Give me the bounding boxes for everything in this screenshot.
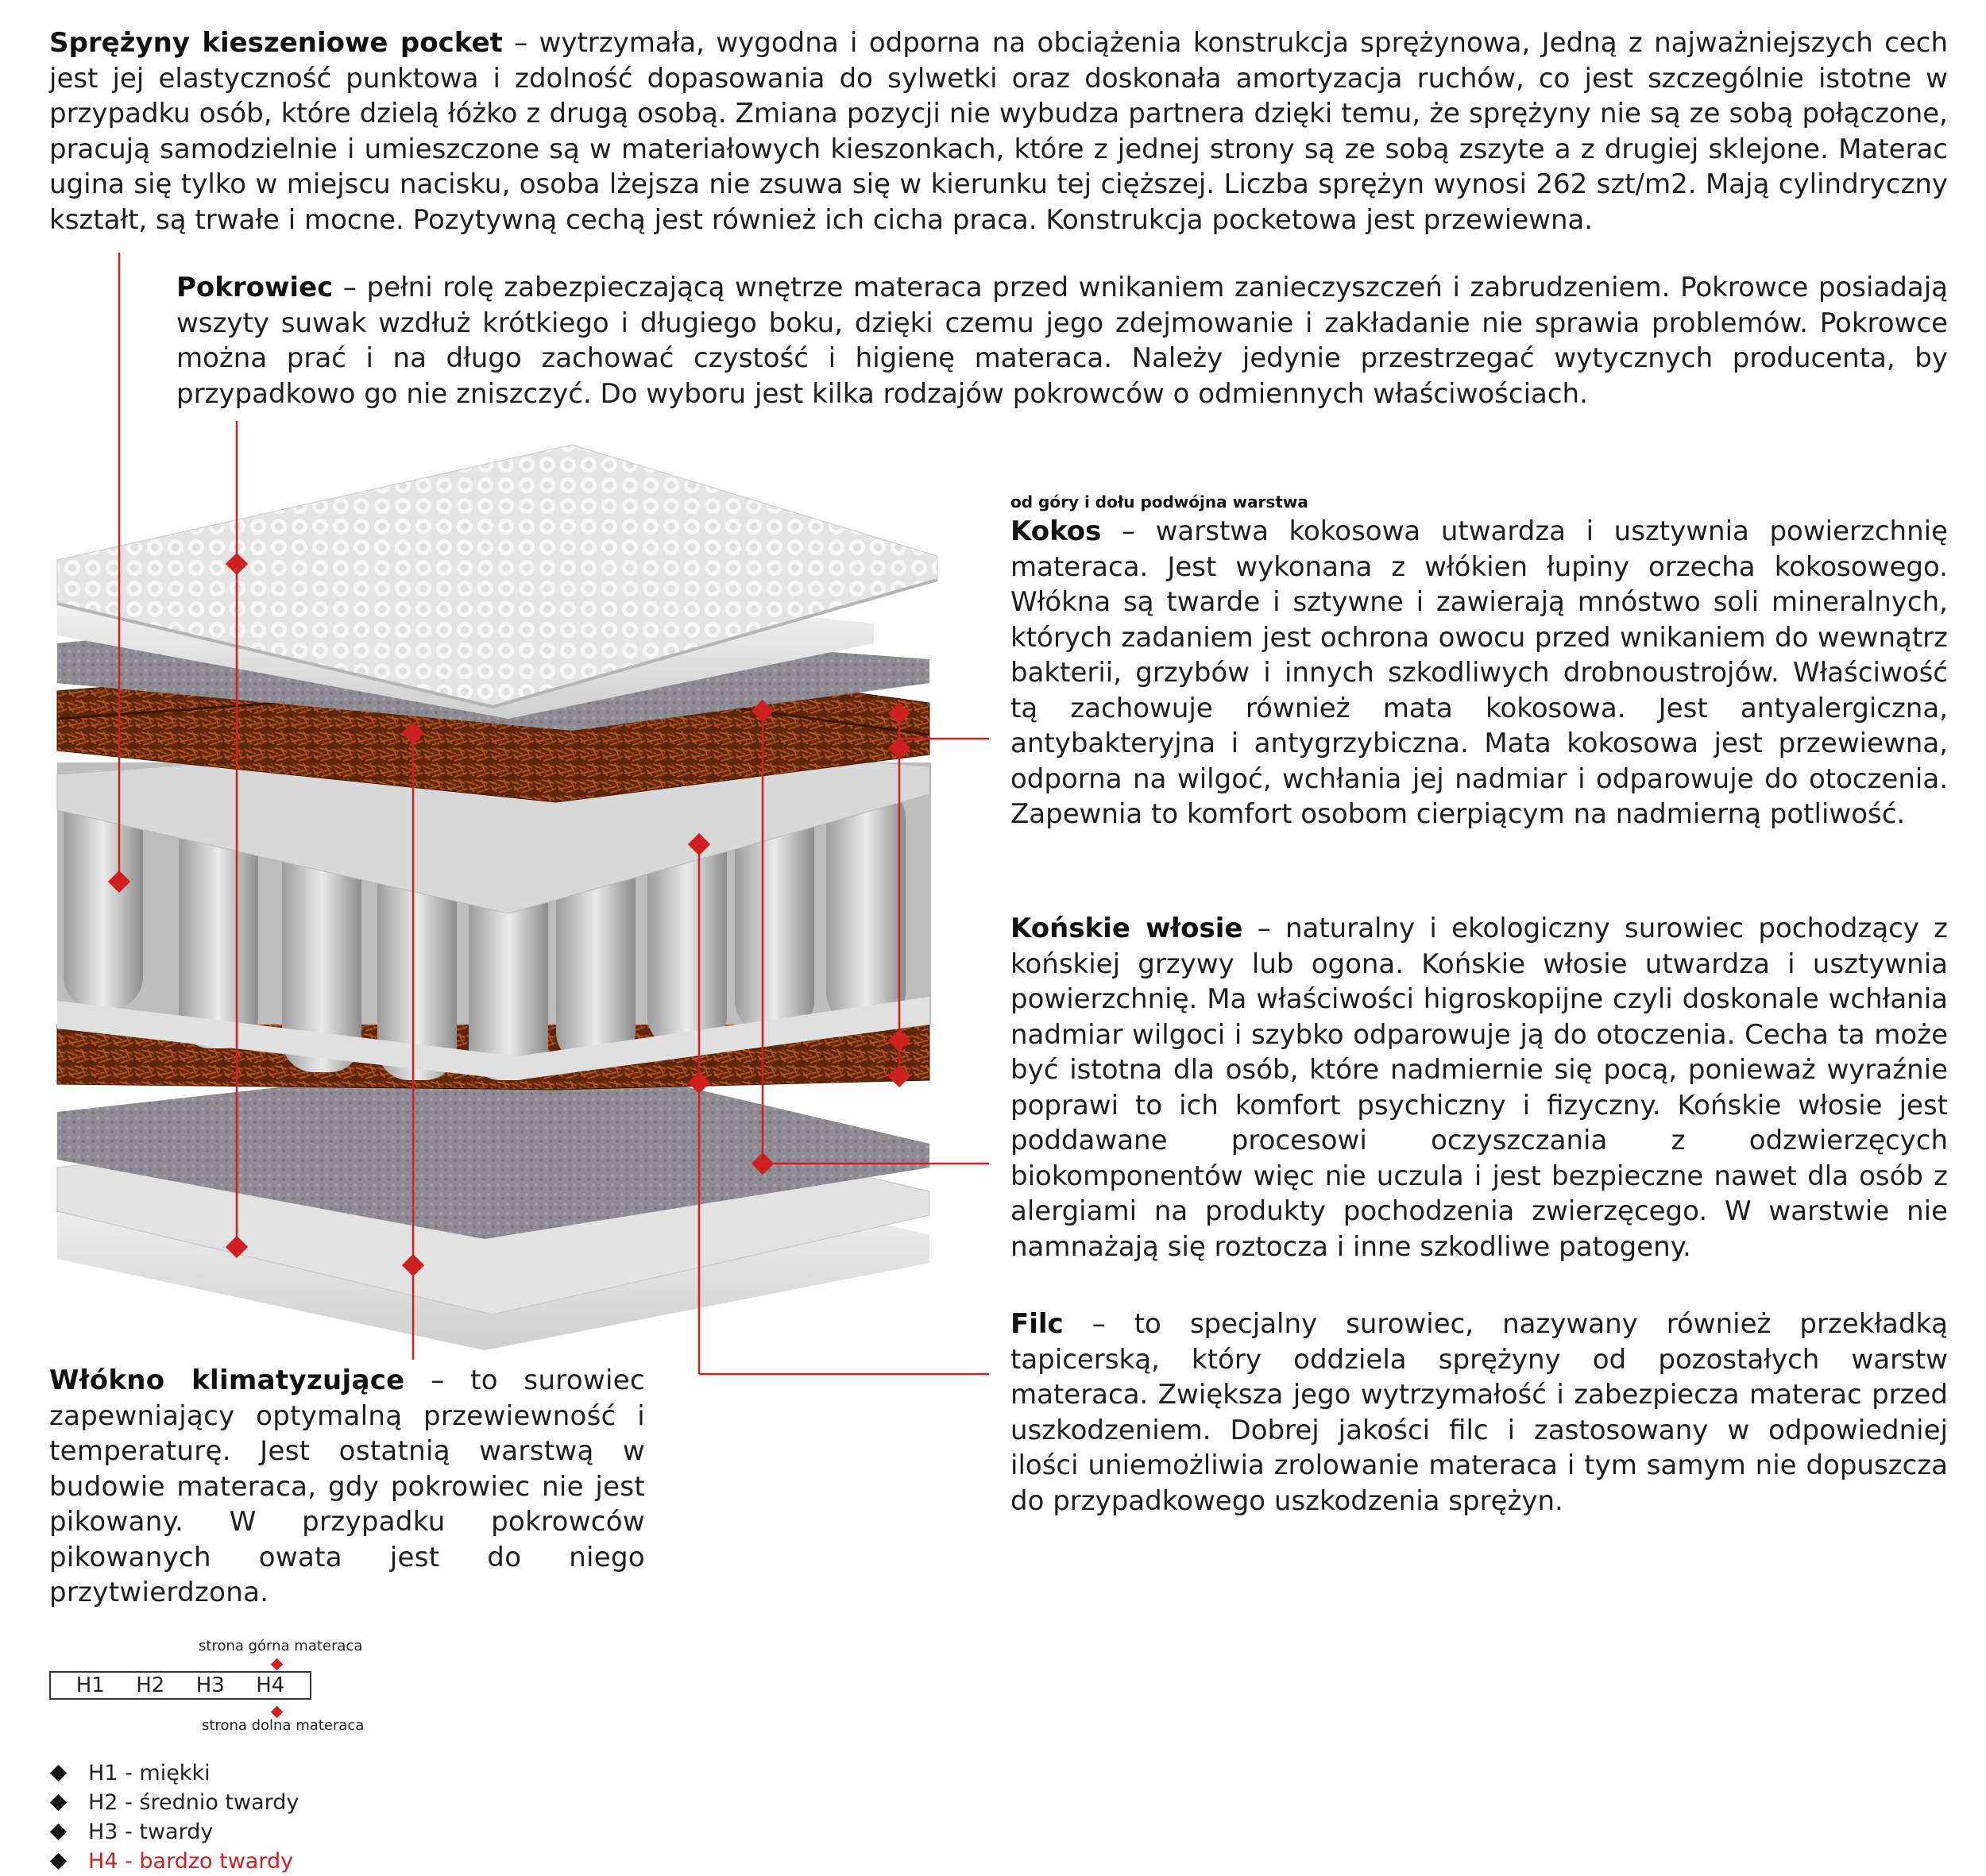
climate-fiber-heading: Włókno klimatyzujące (49, 1365, 405, 1396)
diamond-bullet-icon (50, 1853, 67, 1870)
legend-item (49, 1817, 299, 1847)
legend-item (49, 1758, 299, 1788)
hardness-level-h2: H2 (136, 1673, 165, 1697)
cover-description (176, 270, 1948, 411)
coconut-heading: Kokos (1010, 515, 1102, 547)
coconut-text: – warstwa kokosowa utwardza i usztywnia powierzchnię materaca. Jest wykonana z włókien łupiny orzecha kokosowego. Włókna są twarde i sztywne i zawierają mnóstwo soli mineralnych, których zadaniem jest ochrona owocu przed wnikaniem do wewnątrz bakterii, grzybów i innych szkodliwych drobnoustrojów. Właściwość tą zachowuje również mata kokosowa. Jest antyalergiczna, antybakteryjna i antygrzybiczna. Mata kokosowa jest przewiewna, odporna na wilgoć, wchłania jej nadmiar i odparowuje do otoczenia. Zapewnia to komfort osobom cierpiącym na nadmierną potliwość. (1010, 515, 1948, 830)
climate-fiber-text: – to surowiec zapewniający optymalną przewiewność i temperaturę. Jest ostatnią warstwą w budowie materaca, gdy pokrowiec nie jest pikowany. W przypadku pokrowców pikowanych owata jest do niego przytwierdzona. (49, 1365, 645, 1608)
felt-heading: Filc (1010, 1308, 1064, 1340)
hardness-legend (49, 1758, 299, 1876)
legend-label: H1 - miękki (88, 1761, 211, 1785)
legend-item (49, 1788, 299, 1817)
hardness-level-h1: H1 (75, 1673, 105, 1697)
double-layer-note: od góry i dołu podwójna warstwa (1010, 492, 1308, 511)
horsehair-description (1010, 911, 1948, 1264)
legend-item-highlighted (49, 1847, 299, 1876)
legend-label: H2 - średnio twardy (88, 1790, 299, 1815)
pocket-springs-heading: Sprężyny kieszeniowe pocket (49, 27, 503, 59)
horsehair-text: – naturalny i ekologiczny surowiec pochodzący z końskiej grzywy lub ogona. Końskie włosie utwardza i usztywnia powierzchnię. Ma właściwości higroskopijne czyli doskonale wchłania nadmiar wilgoci i szybko odparowuje ją do otoczenia. Cecha ta może być istotna dla osób, które nadmiernie się pocą, ponieważ wyraźnie poprawi to ich komfort psychiczny i fizyczny. Końskie włosie jest poddawane procesowi oczyszczania z odzwierzęcych biokomponentów więc nie uczula i jest bezpieczne nawet dla osób z alergiami na produkty pochodzenia zwierzęcego. W warstwie nie namnażają się roztocza i inne szkodliwe patogeny. (1010, 913, 1948, 1263)
horsehair-heading: Końskie włosie (1010, 913, 1243, 944)
diamond-bullet-icon (50, 1794, 67, 1811)
coconut-description (1010, 514, 1948, 832)
hardness-level-h3: H3 (195, 1673, 225, 1697)
hardness-top-caption: strona górna materaca (199, 1638, 363, 1654)
legend-label: H4 - bardzo twardy (88, 1849, 294, 1874)
pocket-springs-text: – wytrzymała, wygodna i odporna na obciążenia konstrukcja sprężynowa, Jedną z najważniejszych cech jest jej elastyczność punktowa i zdolność dopasowania do sylwetki oraz doskonała amortyzacja ruchów, co jest szczególnie istotne w przypadku osób, które dzielą łóżko z drugą osobą. Zmiana pozycji nie wybudza partnera dzięki temu, że sprężyny nie są ze sobą połączone, pracują samodzielnie i umieszczone są w materiałowych kieszonkach, które z jednej strony są ze sobą zszyte a z drugiej sklejone. Materac ugina się tylko w miejscu nacisku, osoba lżejsza nie zsuwa się w kierunku tej cięższej. Liczba sprężyn wynosi 262 szt/m2. Mają cylindryczny kształt, są trwałe i mocne. Pozytywną cechą jest również ich cicha praca. Konstrukcja pocketowa jest przewiewna. (49, 27, 1948, 236)
felt-description (1010, 1307, 1948, 1519)
felt-text: – to specjalny surowiec, nazywany również przekładką tapicerską, który oddziela sprężyny od pozostałych warstw materaca. Zwiększa jego wytrzymałość i zabezpiecza materac przed uszkodzeniem. Dobrej jakości filc i zastosowany w odpowiedniej ilości uniemożliwia zrolowanie materaca i tym samym nie dopuszcza do przypadkowego uszkodzenia sprężyn. (1010, 1308, 1948, 1517)
pocket-springs-description (49, 25, 1948, 237)
hardness-level-h4: H4 (256, 1673, 285, 1697)
diamond-bullet-icon (50, 1765, 67, 1781)
legend-label: H3 - twardy (88, 1820, 214, 1844)
diamond-bullet-icon (50, 1824, 67, 1840)
cover-text: – pełni rolę zabezpieczającą wnętrze materaca przed wnikaniem zanieczyszczeń i zabrudzeniem. Pokrowce posiadają wszyty suwak wzdłuż krótkiego i długiego boku, dzięki czemu jego zdejmowanie i zakładanie nie sprawia problemów. Pokrowce można prać i na długo zachować czystość i higienę materaca. Należy jedynie przestrzegać wytycznych producenta, by przypadkowo go nie zniszczyć. Do wyboru jest kilka rodzajów pokrowców o odmiennych właściwościach. (176, 272, 1948, 410)
climate-fiber-description (49, 1363, 645, 1611)
hardness-scale (49, 1671, 311, 1700)
cover-heading: Pokrowiec (176, 272, 334, 303)
hardness-bottom-caption: strona dolna materaca (202, 1717, 365, 1734)
